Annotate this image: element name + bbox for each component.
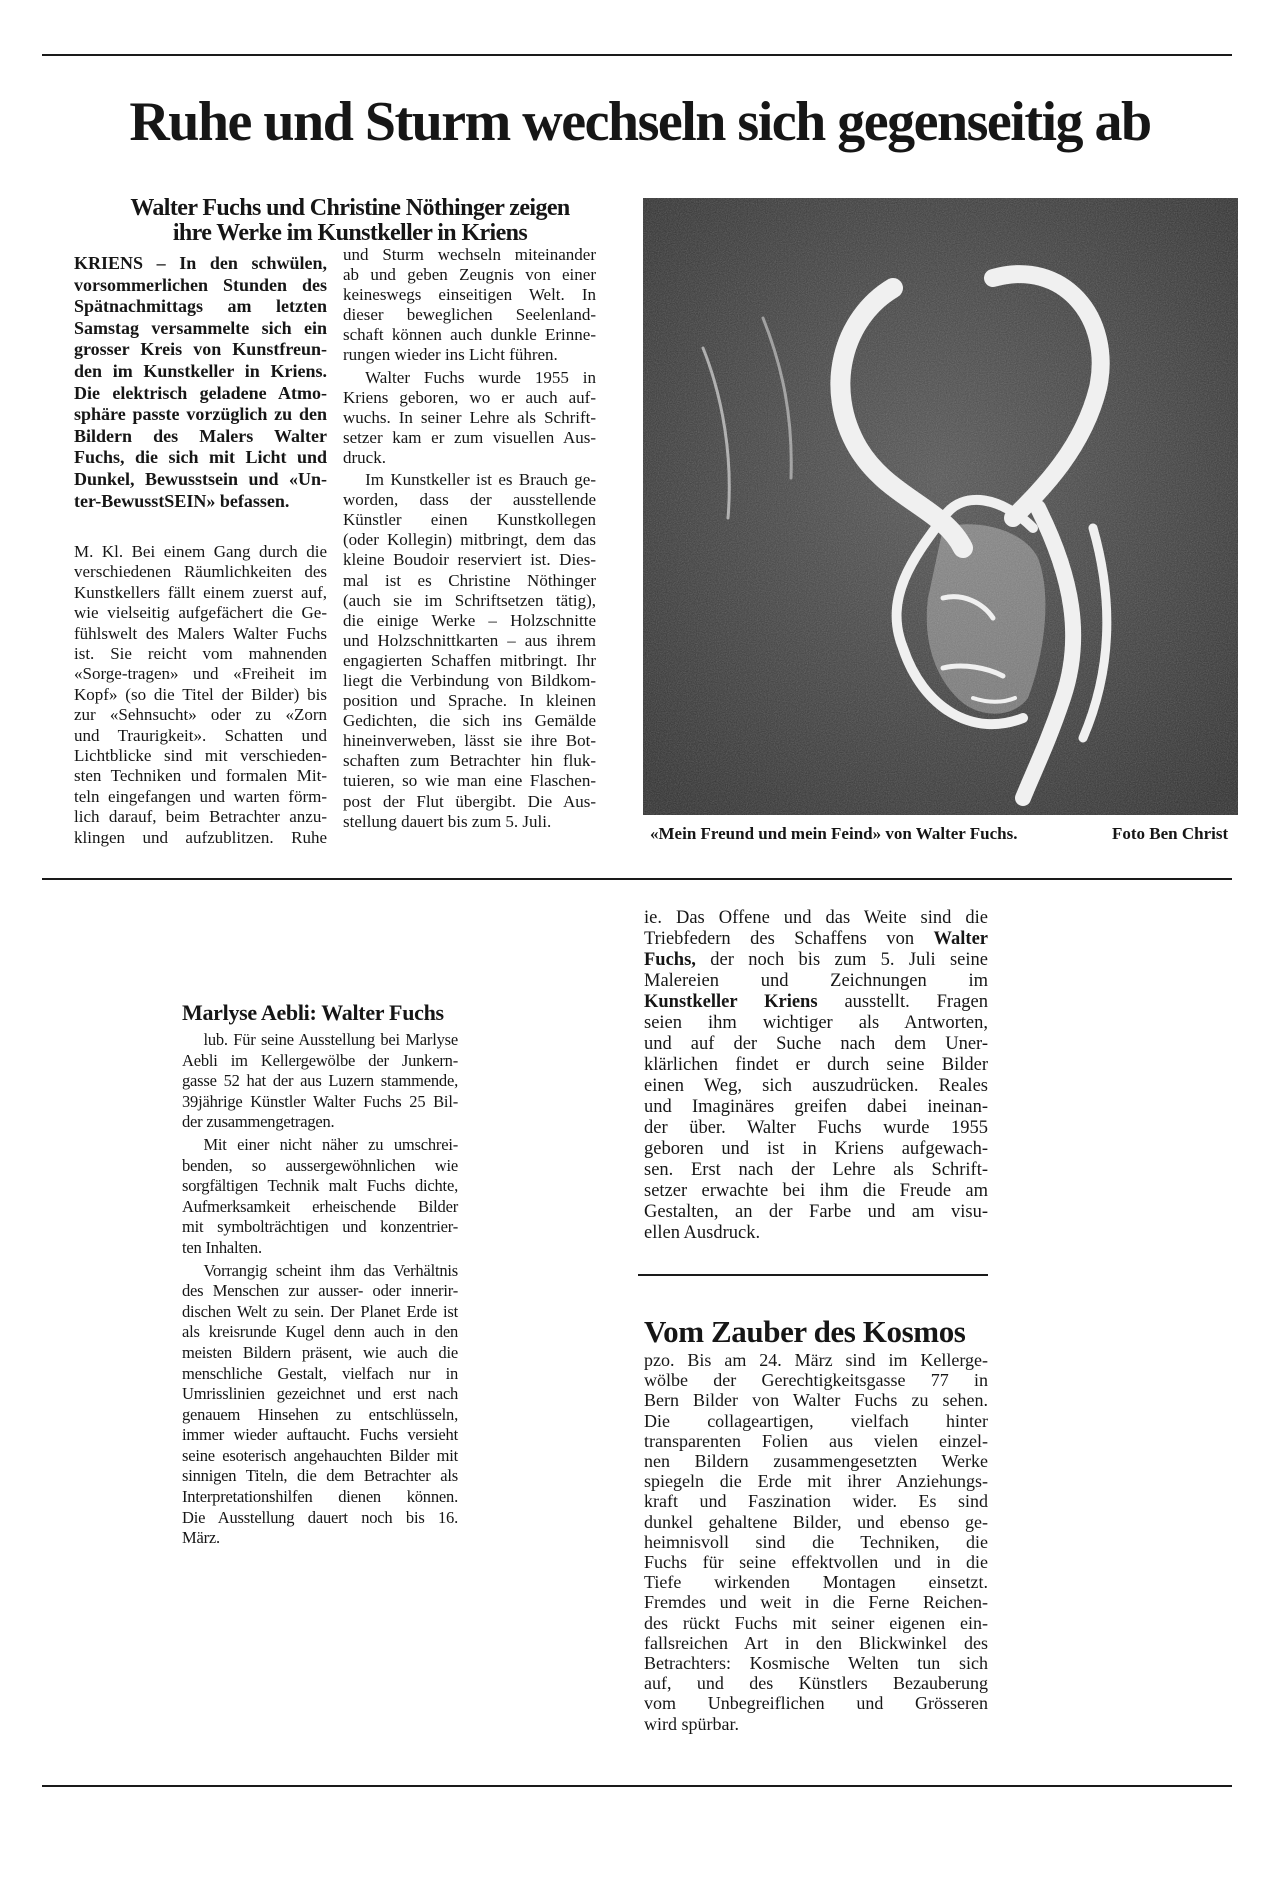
text-line: als kreisrunde Kugel denn auch in den [182, 1322, 458, 1342]
text-line: Bern Bilder von Walter Fuchs zu sehen. [644, 1390, 988, 1411]
text-line: liegt die Verbindung von Bildkom- [343, 670, 596, 690]
text-line: Fuchs für seine effektvollen und in die [644, 1552, 988, 1573]
text-line: grosser Kreis von Kunstfreun- [74, 339, 327, 360]
article-body-middle [343, 245, 596, 832]
text-line: fallsreichen Art in den Blickwinkel des [644, 1632, 988, 1653]
text-line: Gestalten, an der Farbe und am visu- [644, 1202, 988, 1222]
text-line: setzer kam er zum visuellen Aus- [343, 427, 596, 447]
subheadline-line-2: ihre Werke im Kunstkeller in Kriens [172, 220, 528, 246]
text-line: des rückt Fuchs mit seiner eigenen ein- [644, 1612, 988, 1633]
text-line: März. [182, 1528, 220, 1548]
text-line: genauem Hinsehen zu entschlüsseln, [182, 1404, 458, 1424]
text-line: Kopf» (so die Titel der Bilder) bis [74, 684, 327, 704]
text-line: sinnigen Titeln, die dem Betrachter als [182, 1466, 458, 1486]
text-line: und Sturm wechseln miteinander [343, 245, 596, 264]
text-line: klärlichen findet er durch seine Bilder [644, 1055, 988, 1075]
text-line: den im Kunstkeller in Kriens. [74, 360, 327, 381]
paragraph [644, 1350, 988, 1734]
text-line: der zusammengetragen. [182, 1112, 335, 1132]
article-body-aebli [182, 1030, 458, 1549]
text-line: pzo. Bis am 24. März sind im Kellerge- [644, 1350, 988, 1370]
text-line: lub. Für seine Ausstellung bei Marlyse [203, 1030, 458, 1049]
paragraph [343, 470, 596, 832]
text-line: einen Weg, sich auszudrücken. Reales [644, 1076, 988, 1096]
text-line: stellung dauert bis zum 5. Juli. [343, 811, 552, 831]
paragraph [644, 908, 988, 1244]
paragraph [74, 542, 327, 848]
text-line: wie vielseitig aufgefächert die Ge- [74, 603, 327, 623]
text-line: Kunstkellers fällt einem zuerst auf, [74, 582, 327, 602]
text-line: KRIENS – In den schwülen, [74, 253, 327, 273]
text-line: ab und geben Zeugnis von einer [343, 265, 596, 285]
text-line: Bildern des Malers Walter [74, 425, 327, 446]
text-line: position und Sprache. In kleinen [343, 691, 596, 711]
text-line: Samstag versammelte sich ein [74, 317, 327, 338]
text-line: 39jährige Künstler Walter Fuchs 25 Bil- [182, 1091, 458, 1111]
text-line: dunkel gehaltene Bilder, und ebenso ge- [644, 1511, 988, 1532]
article-headline-aebli: Marlyse Aebli: Walter Fuchs [182, 1000, 444, 1025]
text-line: wölbe der Gerechtigkeitsgasse 77 in [644, 1370, 988, 1391]
painting-photo [643, 198, 1238, 815]
paragraph [343, 368, 596, 468]
text-line: wird spürbar. [644, 1713, 739, 1734]
paragraph [182, 1261, 458, 1549]
text-line: kleine Boudoir reserviert ist. Dies- [343, 550, 596, 570]
text-line: gasse 52 hat der aus Luzern stammende, [182, 1071, 458, 1091]
text-segment: der noch bis zum 5. Juli seine [695, 950, 988, 970]
article-body-left [74, 542, 327, 848]
text-line: post der Flut übergibt. Die Aus- [343, 791, 596, 811]
bold-text: Fuchs, [644, 950, 696, 970]
text-line: sten Techniken und formalen Mit- [74, 766, 327, 786]
text-line: ie. Das Offene und das Weite sind die [644, 908, 988, 928]
text-line: (auch sie im Schriftsetzen tätig), [343, 590, 596, 610]
text-line: immer wieder auftaucht. Fuchs versieht [182, 1425, 458, 1445]
text-line: Walter Fuchs wurde 1955 in [365, 367, 596, 387]
text-line: fühlswelt des Malers Walter Fuchs [74, 623, 327, 643]
paragraph [343, 245, 596, 366]
text-line: Vorrangig scheint ihm das Verhältnis [203, 1260, 458, 1280]
text-line: worden, dass der ausstellende [343, 490, 596, 510]
text-line: ellen Ausdruck. [644, 1223, 761, 1243]
text-line: meisten Bildern präsent, wie auch die [182, 1342, 458, 1362]
text-line: Im Kunstkeller ist es Brauch ge- [365, 470, 596, 490]
bottom-rule [42, 1785, 1232, 1787]
paragraph [182, 1135, 458, 1259]
text-line: heimnisvoll sind die Techniken, die [644, 1531, 988, 1552]
column-rule [638, 1274, 988, 1276]
text-line: transparenten Folien aus vielen einzel- [644, 1430, 988, 1451]
text-line: schaften zum Betrachter hin fluk- [343, 751, 596, 771]
text-segment: Triebfedern des Schaffens von [644, 929, 934, 949]
text-line: dischen Welt zu sein. Der Planet Erde ist [182, 1301, 458, 1321]
paragraph [74, 253, 327, 512]
painting-image [643, 198, 1238, 815]
text-line: der über. Walter Fuchs wurde 1955 [644, 1118, 988, 1138]
text-line: mal ist es Christine Nöthinger [343, 570, 596, 590]
text-line: des Menschen zur ausser- oder innerir- [182, 1281, 458, 1301]
article-body-kosmos [644, 1350, 988, 1734]
text-line: tuieren, so wie man eine Flaschen- [343, 771, 596, 791]
text-line: Künstler einen Kunstkollegen [343, 510, 596, 530]
text-line: Tiefe wirkenden Montagen einsetzt. [644, 1572, 988, 1593]
text-line: Die Ausstellung dauert noch bis 16. [182, 1507, 458, 1527]
photo-caption: «Mein Freund und mein Feind» von Walter Fuchs. [650, 824, 1018, 843]
text-line: vom Unbegreiflichen und Grösseren [644, 1693, 988, 1714]
text-segment: ausstellt. Fragen [817, 992, 988, 1012]
text-line: menschliche Gestalt, vielfach nur in [182, 1363, 458, 1383]
text-line: spiegeln die Erde mit ihrer Anziehungs- [644, 1471, 988, 1492]
text-line: vorsommerlichen Stunden des [74, 274, 327, 295]
top-rule [42, 54, 1232, 56]
text-line: Malereien und Zeichnungen im [644, 971, 988, 991]
text-line: Gedichten, die sich ins Gemälde [343, 711, 596, 731]
text-line: sorgfältigen Technik malt Fuchs dichte, [182, 1176, 458, 1196]
subheadline [110, 196, 590, 246]
text-line: «Sorge-tragen» und «Freiheit im [74, 664, 327, 684]
text-line [644, 950, 988, 971]
text-line: Spätnachmittags am letzten [74, 296, 327, 317]
text-line [644, 992, 988, 1013]
text-line: teln eingefangen und warten förm- [74, 786, 327, 806]
lead-paragraph [74, 253, 327, 512]
text-line: Die collageartigen, vielfach hinter [644, 1410, 988, 1431]
text-line: sphäre passte vorzüglich zu den [74, 404, 327, 425]
text-line: und auf der Suche nach dem Uner- [644, 1034, 988, 1054]
text-line: sen. Erst nach der Lehre als Schrift- [644, 1160, 988, 1180]
text-line: rungen wieder ins Licht führen. [343, 345, 558, 365]
text-line: und Imaginäres greifen dabei ineinan- [644, 1097, 988, 1117]
text-line: lich darauf, beim Betrachter anzu- [74, 807, 327, 827]
text-line: wuchs. In seiner Lehre als Schrift- [343, 407, 596, 427]
text-line: seien ihm wichtiger als Antworten, [644, 1013, 988, 1033]
bold-text: Walter [933, 929, 988, 949]
text-line: kraft und Faszination wider. Es sind [644, 1491, 988, 1512]
text-line: ter-BewusstSEIN» befassen. [74, 490, 290, 511]
text-line: M. Kl. Bei einem Gang durch die [74, 542, 327, 561]
text-line: druck. [343, 447, 386, 467]
text-line: Interpretationshilfen dienen können. [182, 1487, 458, 1507]
text-line: Betrachters: Kosmische Welten tun sich [644, 1653, 988, 1674]
text-line: klingen und aufzublitzen. Ruhe [74, 827, 327, 847]
text-line: nen Bildern zusammengesetzten Werke [644, 1451, 988, 1472]
text-line: und Traurigkeit». Schatten und [74, 725, 327, 745]
text-line: ist. Sie reicht vom mahnenden [74, 644, 327, 664]
text-line: engagierten Schaffen mitbringt. Ihr [343, 650, 596, 670]
text-line: setzer erwachte bei ihm die Freude am [644, 1181, 988, 1201]
text-line: Lichtblicke sind mit verschieden- [74, 746, 327, 766]
text-line: Fremdes und weit in die Ferne Reichen- [644, 1592, 988, 1613]
text-line [644, 929, 988, 950]
text-line: Kriens geboren, wo er auch auf- [343, 387, 596, 407]
text-line: Fuchs, die sich mit Licht und [74, 447, 327, 468]
text-line: Mit einer nicht näher zu umschrei- [203, 1134, 458, 1154]
text-line: hineinverweben, lässt sie ihre Bot- [343, 731, 596, 751]
text-line: seine esoterisch angehauchten Bilder mit [182, 1445, 458, 1465]
photo-credit: Foto Ben Christ [1112, 824, 1229, 843]
article-body-kunstkeller [644, 908, 988, 1244]
text-line: ten Inhalten. [182, 1237, 262, 1257]
text-line: benden, so aussergewöhnlichen wie [182, 1155, 458, 1175]
section-rule [42, 878, 1232, 880]
text-line: (oder Kollegin) mitbringt, dem das [343, 530, 596, 550]
text-line: Dunkel, Bewusstsein und «Un- [74, 468, 327, 489]
text-line: geboren und ist in Kriens aufgewach- [644, 1139, 988, 1159]
text-line: verschiedenen Räumlichkeiten des [74, 562, 327, 582]
main-headline: Ruhe und Sturm wechseln sich gegenseitig ab [129, 91, 1151, 153]
text-line: mit symbolträchtigen und konzentrier- [182, 1217, 458, 1237]
text-line: Umrisslinien gezeichnet und erst nach [182, 1384, 458, 1404]
text-line: keineswegs einseitigen Welt. In [343, 285, 596, 305]
text-line: die einige Werke – Holzschnitte [343, 610, 596, 630]
text-line: schaft können auch dunkle Erinne- [343, 325, 596, 345]
text-line: zur «Sehnsucht» oder zu «Zorn [74, 705, 327, 725]
text-line: und Holzschnittkarten – aus ihrem [343, 630, 596, 650]
text-line: dieser beweglichen Seelenland- [343, 305, 596, 325]
subheadline-line-1: Walter Fuchs und Christine Nöthinger zeigen [130, 195, 570, 221]
text-line: Aebli im Kellergewölbe der Junkern- [182, 1050, 458, 1070]
text-line: auf, und des Künstlers Bezauberung [644, 1673, 988, 1694]
text-line: Die elektrisch geladene Atmo- [74, 382, 327, 403]
text-line: Aufmerksamkeit erheischende Bilder [182, 1196, 458, 1216]
bold-text: Kunstkeller Kriens [644, 992, 818, 1012]
article-headline-kosmos: Vom Zauber des Kosmos [644, 1314, 966, 1349]
paragraph [182, 1030, 458, 1133]
